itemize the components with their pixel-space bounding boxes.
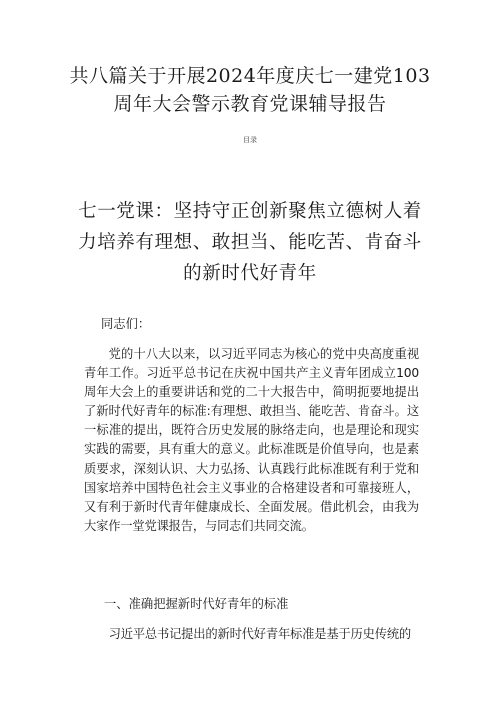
- body-paragraph-continued: 习近平总书记提出的新时代好青年标准是基于历史传统的: [108, 627, 412, 641]
- body-paragraph: 党的十八大以来，以习近平同志为核心的党中央高度重视青年工作。习近平总书记在庆祝中国共产主义青年团成立100周年大会上的重要讲话和党的二十大报告中，简明扼要地提出了新时代好青年的标准:有理想、敢担当、能吃苦、肯奋斗。这一标准的提出，既符合历史发展的脉络走向，也是理论和现实实践的需要，具有重大的意义。此标准既是价值导向，也是素质要求，深刻认识、大力弘扬、认真践行此标准既有利于党和国家培养中国特色社会主义事业的合格建设者和可靠接班人，又有利于新时代青年健康成长、全面发展。借此机会，由我为大家作一堂党课报告，与同志们共同交流。: [84, 347, 419, 533]
- subsection-heading: 一、准确把握新时代好青年的标准: [104, 597, 289, 611]
- section-title-line-3: 的新时代好青年: [183, 263, 317, 284]
- salutation: 同志们：: [101, 317, 151, 331]
- table-of-contents-label: 目录: [243, 136, 257, 144]
- section-title-line-1: 七一党课：坚持守正创新聚焦立德树人着: [78, 201, 422, 222]
- section-title-line-2: 力培养有理想、敢担当、能吃苦、肯奋斗: [78, 232, 422, 253]
- document-title-line-2: 周年大会警示教育党课辅导报告: [113, 93, 387, 115]
- document-title: [60, 62, 440, 118]
- section-title: [70, 196, 430, 289]
- document-title-line-1: 共八篇关于开展2024年度庆七一建党103: [69, 65, 431, 87]
